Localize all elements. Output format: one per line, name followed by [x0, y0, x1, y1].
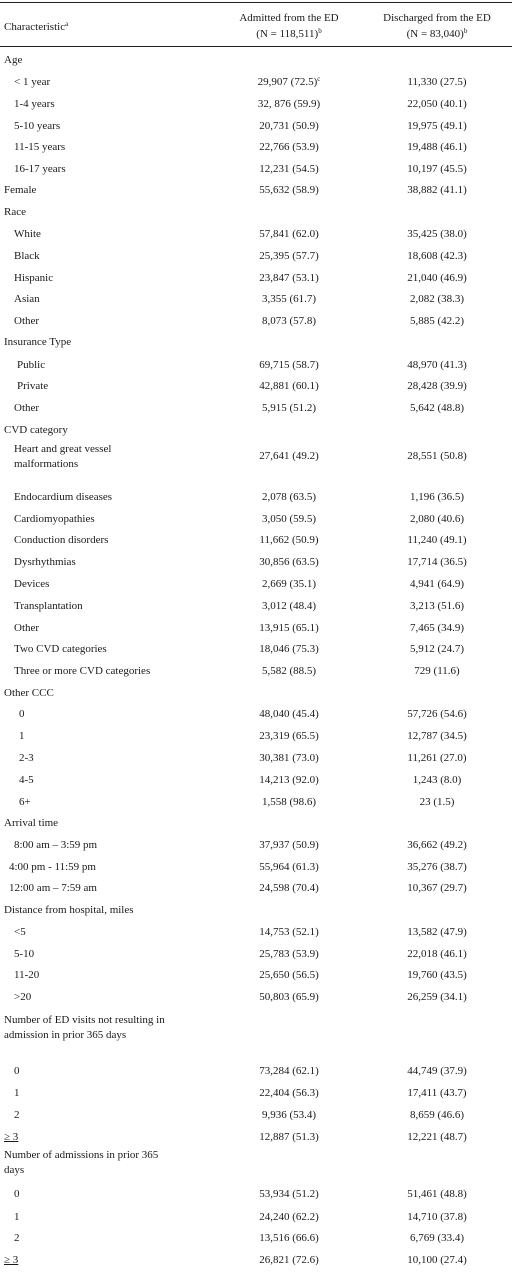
- admitted-value: [214, 401, 364, 416]
- discharged-value: 22,050 (40.1): [407, 98, 467, 110]
- admitted-value: [214, 1064, 364, 1079]
- discharged-value: 13,582 (47.9): [407, 926, 467, 938]
- header-admitted-n-text: (N = 118,511): [256, 28, 319, 40]
- admitted-value: [214, 1210, 364, 1225]
- admitted-value: [214, 314, 364, 329]
- admitted-value-text: 1,558 (98.6): [261, 796, 317, 808]
- admitted-value: [214, 75, 364, 90]
- admitted-value: [214, 1253, 364, 1268]
- row-label: [17, 358, 45, 373]
- admitted-value-text: 29,907 (72.5): [257, 76, 318, 88]
- row-label-text: Three or more CVD categories: [14, 665, 151, 677]
- row-label: [4, 335, 71, 350]
- row-label: [14, 599, 83, 614]
- row-label-text: Distance from hospital, miles: [4, 904, 134, 916]
- admitted-value-text: 23,319 (65.5): [259, 730, 319, 742]
- discharged-value: 19,975 (49.1): [407, 120, 467, 132]
- row-label-text: 11-20: [14, 969, 40, 981]
- admitted-value: [214, 271, 364, 286]
- row-label-text-line2: admission in prior 365 days: [4, 1029, 127, 1041]
- row-label-text: 0: [14, 1065, 20, 1077]
- admitted-value-text: 11,662 (50.9): [259, 534, 319, 546]
- discharged-value: 35,425 (38.0): [407, 228, 467, 240]
- admitted-value-text: 42,881 (60.1): [259, 380, 319, 392]
- admitted-value-text: 9,936 (53.4): [261, 1109, 317, 1121]
- admitted-value: [214, 1086, 364, 1101]
- admitted-value: [214, 642, 364, 657]
- discharged-value: 10,197 (45.5): [407, 163, 467, 175]
- admitted-value: [214, 751, 364, 766]
- discharged-value: 26,259 (34.1): [407, 991, 467, 1003]
- admitted-value: [214, 664, 364, 679]
- row-label: [14, 947, 34, 962]
- row-label: [14, 1086, 20, 1101]
- row-label-text: 2: [14, 1109, 20, 1121]
- admitted-value-text: 30,381 (73.0): [259, 752, 319, 764]
- row-label: [14, 555, 76, 570]
- row-label-text: ≥ 3: [4, 1131, 19, 1143]
- admitted-value: [214, 707, 364, 722]
- row-label: [14, 664, 150, 679]
- admitted-value-text: 57,841 (62.0): [259, 228, 319, 240]
- admitted-value-text: 55,964 (61.3): [259, 861, 319, 873]
- row-label-text: Arrival time: [4, 817, 59, 829]
- admitted-value-text: 23,847 (53.1): [259, 272, 319, 284]
- admitted-value: [214, 358, 364, 373]
- discharged-value: 8,659 (46.6): [409, 1109, 465, 1121]
- admitted-value-text: 2,078 (63.5): [261, 491, 317, 503]
- admitted-value-text: 22,404 (56.3): [259, 1087, 319, 1099]
- admitted-value: [214, 577, 364, 592]
- admitted-value: [214, 140, 364, 155]
- discharged-value: 3,213 (51.6): [409, 600, 465, 612]
- row-label: [14, 97, 55, 112]
- discharged-value: 12,787 (34.5): [407, 730, 467, 742]
- row-label: [14, 140, 65, 155]
- row-label-text: Devices: [14, 578, 50, 590]
- discharged-value: 10,367 (29.7): [407, 882, 467, 894]
- row-label-text: Asian: [14, 293, 40, 305]
- row-label-text: 16-17 years: [14, 163, 66, 175]
- row-label: [4, 183, 36, 198]
- row-label: [14, 1187, 20, 1202]
- admitted-value: [214, 881, 364, 896]
- row-label: [14, 162, 66, 177]
- row-label: [14, 642, 107, 657]
- row-label: [14, 490, 112, 505]
- admitted-value-text: 25,783 (53.9): [259, 948, 319, 960]
- row-label: [14, 621, 39, 636]
- row-label-text: Dysrhythmias: [14, 556, 76, 568]
- row-label: [4, 903, 134, 918]
- row-label: [4, 423, 68, 438]
- header-discharged-title: Discharged from the ED: [383, 12, 491, 24]
- row-label-text: CVD category: [4, 424, 68, 436]
- row-label-text: 11-15 years: [14, 141, 66, 153]
- discharged-value: 21,040 (46.9): [407, 272, 467, 284]
- row-label-text: Black: [14, 250, 40, 262]
- row-label: [14, 1108, 20, 1123]
- admitted-value: [214, 599, 364, 614]
- row-label: [14, 1210, 20, 1225]
- admitted-value: [214, 97, 364, 112]
- row-label-text: Private: [17, 380, 49, 392]
- row-label-text: Number of admissions in prior 365: [4, 1149, 159, 1161]
- header-admitted: [214, 10, 364, 42]
- admitted-value: [214, 990, 364, 1005]
- admitted-value-text: 20,731 (50.9): [259, 120, 319, 132]
- discharged-value: 5,885 (42.2): [409, 315, 465, 327]
- row-label: [14, 401, 39, 416]
- admitted-value: [214, 379, 364, 394]
- admitted-value: [214, 533, 364, 548]
- discharged-value: 6,769 (33.4): [409, 1232, 465, 1244]
- discharged-value: 17,714 (36.5): [407, 556, 467, 568]
- discharged-value: 57,726 (54.6): [407, 708, 467, 720]
- row-label: [14, 838, 97, 853]
- discharged-value: 18,608 (42.3): [407, 250, 467, 262]
- admitted-value-text: 3,012 (48.4): [261, 600, 317, 612]
- row-label: [14, 314, 39, 329]
- row-label-text: Endocardium diseases: [14, 491, 113, 503]
- row-label-text-line2: malformations: [14, 458, 79, 470]
- admitted-value-text: 25,650 (56.5): [259, 969, 319, 981]
- admitted-value: [214, 1231, 364, 1246]
- admitted-value: [214, 227, 364, 242]
- admitted-value: [214, 773, 364, 788]
- discharged-value: 17,411 (43.7): [407, 1087, 467, 1099]
- admitted-value-text: 13,516 (66.6): [259, 1232, 319, 1244]
- admitted-value: [214, 555, 364, 570]
- row-label-text: Age: [4, 54, 23, 66]
- discharged-value: 44,749 (37.9): [407, 1065, 467, 1077]
- row-label-text: ≥ 3: [4, 1254, 19, 1266]
- admitted-value: [214, 860, 364, 875]
- discharged-value: 5,642 (48.8): [409, 402, 465, 414]
- header-discharged: [362, 10, 512, 42]
- admitted-value-text: 24,598 (70.4): [259, 882, 319, 894]
- admitted-value: [214, 183, 364, 198]
- row-label-text: Cardiomyopathies: [14, 513, 95, 525]
- row-label: [19, 751, 34, 766]
- row-label-text: 1-4 years: [14, 98, 55, 110]
- row-label-text: 6+: [19, 796, 31, 808]
- row-label-text: White: [14, 228, 41, 240]
- admitted-value: [214, 292, 364, 307]
- discharged-value: 38,882 (41.1): [407, 184, 467, 196]
- admitted-value-text: 18,046 (75.3): [259, 643, 319, 655]
- row-label-text: 2: [14, 1232, 20, 1244]
- discharged-value: 4,941 (64.9): [409, 578, 465, 590]
- row-label: [4, 1148, 158, 1178]
- header-admitted-title: Admitted from the ED: [239, 12, 339, 24]
- admitted-value-text: 14,213 (92.0): [259, 774, 319, 786]
- admitted-value-text: 13,915 (65.1): [259, 622, 319, 634]
- row-label-text: Heart and great vessel: [14, 443, 112, 455]
- row-label: [4, 53, 22, 68]
- row-label: [14, 990, 31, 1005]
- row-label: [4, 205, 26, 220]
- row-label-text: Public: [17, 359, 46, 371]
- discharged-value: 1,196 (36.5): [409, 491, 465, 503]
- admitted-value-text: 5,915 (51.2): [261, 402, 317, 414]
- row-label-text: Female: [4, 184, 37, 196]
- row-label: [9, 881, 97, 896]
- admitted-value-text: 27,641 (49.2): [259, 450, 319, 462]
- discharged-value: 19,760 (43.5): [407, 969, 467, 981]
- header-characteristic-text: Characteristic: [4, 21, 66, 33]
- discharged-value: 5,912 (24.7): [409, 643, 465, 655]
- row-label-text: Conduction disorders: [14, 534, 109, 546]
- admitted-value-text: 3,355 (61.7): [261, 293, 317, 305]
- admitted-value: [214, 449, 364, 464]
- discharged-value: 7,465 (34.9): [409, 622, 465, 634]
- row-label: [14, 533, 108, 548]
- admitted-value: [214, 162, 364, 177]
- row-label-text: 0: [19, 708, 25, 720]
- header-discharged-n-text: (N = 83,040): [406, 28, 464, 40]
- discharged-value: 28,428 (39.9): [407, 380, 467, 392]
- row-label: [14, 968, 39, 983]
- header-characteristic: [4, 19, 68, 35]
- table-top-rule: [0, 2, 512, 3]
- row-label: [14, 227, 41, 242]
- admitted-value-text: 25,395 (57.7): [259, 250, 319, 262]
- row-label: [4, 1013, 165, 1043]
- row-label: [14, 925, 26, 940]
- row-label-text: 5-10: [14, 948, 35, 960]
- admitted-value: [214, 512, 364, 527]
- row-label: [4, 686, 54, 701]
- row-label-text: >20: [14, 991, 32, 1003]
- row-label: [19, 707, 25, 722]
- discharged-value: 11,330 (27.5): [407, 76, 467, 88]
- row-label-text: Number of ED visits not resulting in: [4, 1014, 165, 1026]
- row-label: [4, 816, 58, 831]
- admitted-value-text: 48,040 (45.4): [259, 708, 319, 720]
- admitted-value-text: 12,887 (51.3): [259, 1131, 319, 1143]
- discharged-value: 51,461 (48.8): [407, 1188, 467, 1200]
- row-label: [4, 1130, 18, 1145]
- admitted-value: [214, 1187, 364, 1202]
- row-label: [14, 1231, 20, 1246]
- row-label: [17, 379, 48, 394]
- admitted-value: [214, 249, 364, 264]
- admitted-value-text: 53,934 (51.2): [259, 1188, 319, 1200]
- header-admitted-footnote: b: [318, 27, 322, 35]
- row-label-text: Insurance Type: [4, 336, 72, 348]
- header-discharged-n: [362, 26, 512, 42]
- admitted-footnote: c: [317, 75, 321, 83]
- admitted-value: [214, 119, 364, 134]
- row-label: [14, 292, 40, 307]
- discharged-value: 35,276 (38.7): [407, 861, 467, 873]
- discharged-value: 19,488 (46.1): [407, 141, 467, 153]
- admitted-value-text: 32, 876 (59.9): [257, 98, 321, 110]
- admitted-value: [214, 729, 364, 744]
- header-admitted-n: [214, 26, 364, 42]
- row-label-text: Other: [14, 622, 40, 634]
- admitted-value-text: 5,582 (88.5): [261, 665, 317, 677]
- admitted-value-text: 3,050 (59.5): [261, 513, 317, 525]
- discharged-value: 1,243 (8.0): [412, 774, 462, 786]
- row-label: [14, 1064, 20, 1079]
- row-label-text: 0: [14, 1188, 20, 1200]
- admitted-value: [214, 947, 364, 962]
- row-label: [14, 249, 40, 264]
- row-label-text: Two CVD categories: [14, 643, 107, 655]
- discharged-value: 2,080 (40.6): [409, 513, 465, 525]
- admitted-value-text: 55,632 (58.9): [259, 184, 319, 196]
- discharged-value: 11,240 (49.1): [407, 534, 467, 546]
- admitted-value: [214, 1108, 364, 1123]
- row-label-text: Other CCC: [4, 687, 54, 699]
- row-label: [14, 271, 53, 286]
- row-label-text-line2: days: [4, 1164, 25, 1176]
- admitted-value-text: 26,821 (72.6): [259, 1254, 319, 1266]
- admitted-value: [214, 1130, 364, 1145]
- row-label: [19, 795, 31, 810]
- admitted-value-text: 73,284 (62.1): [259, 1065, 319, 1077]
- discharged-value: 23 (1.5): [419, 796, 455, 808]
- discharged-value: 729 (11.6): [414, 665, 460, 677]
- row-label-text: Transplantation: [14, 600, 83, 612]
- admitted-value-text: 50,803 (65.9): [259, 991, 319, 1003]
- row-label-text: Hispanic: [14, 272, 54, 284]
- row-label: [4, 1253, 18, 1268]
- discharged-value: 12,221 (48.7): [407, 1131, 467, 1143]
- row-label: [14, 442, 111, 472]
- admitted-value-text: 2,669 (35.1): [261, 578, 317, 590]
- row-label-text: 8:00 am – 3:59 pm: [14, 839, 98, 851]
- row-label-text: 1: [19, 730, 25, 742]
- row-label: [14, 75, 50, 90]
- row-label-text: 4:00 pm - 11:59 pm: [9, 861, 96, 873]
- row-label-text: 5-10 years: [14, 120, 61, 132]
- discharged-value: 36,662 (49.2): [407, 839, 467, 851]
- row-label-text: 1: [14, 1087, 20, 1099]
- row-label-text: <5: [14, 926, 26, 938]
- row-label-text: 2-3: [19, 752, 34, 764]
- admitted-value: [214, 795, 364, 810]
- row-label: [14, 119, 60, 134]
- row-label: [19, 773, 34, 788]
- admitted-value: [214, 838, 364, 853]
- row-label-text: Race: [4, 206, 26, 218]
- discharged-value: 22,018 (46.1): [407, 948, 467, 960]
- row-label: [14, 577, 49, 592]
- admitted-value-text: 12,231 (54.5): [259, 163, 319, 175]
- admitted-value: [214, 490, 364, 505]
- row-label: [9, 860, 96, 875]
- header-bottom-rule: [0, 46, 512, 47]
- discharged-value: 10,100 (27.4): [407, 1254, 467, 1266]
- admitted-value: [214, 621, 364, 636]
- discharged-value: 14,710 (37.8): [407, 1211, 467, 1223]
- admitted-value-text: 8,073 (57.8): [261, 315, 317, 327]
- header-characteristic-footnote: a: [65, 20, 69, 28]
- admitted-value-text: 30,856 (63.5): [259, 556, 319, 568]
- row-label: [19, 729, 25, 744]
- header-discharged-footnote: b: [463, 27, 468, 35]
- admitted-value-text: 22,766 (53.9): [259, 141, 319, 153]
- row-label-text: Other: [14, 315, 40, 327]
- row-label-text: Other: [14, 402, 40, 414]
- admitted-value-text: 14,753 (52.1): [259, 926, 319, 938]
- admitted-value: [214, 968, 364, 983]
- discharged-value: 11,261 (27.0): [407, 752, 467, 764]
- discharged-value: 48,970 (41.3): [407, 359, 467, 371]
- row-label-text: < 1 year: [14, 76, 51, 88]
- admitted-value-text: 69,715 (58.7): [259, 359, 319, 371]
- admitted-value: [214, 925, 364, 940]
- row-label-text: 1: [14, 1211, 20, 1223]
- row-label-text: 4-5: [19, 774, 34, 786]
- admitted-value-text: 37,937 (50.9): [259, 839, 319, 851]
- admitted-value-text: 24,240 (62.2): [259, 1211, 319, 1223]
- row-label: [14, 512, 95, 527]
- row-label-text: 12:00 am – 7:59 am: [9, 882, 97, 894]
- discharged-value: 2,082 (38.3): [409, 293, 465, 305]
- discharged-value: 28,551 (50.8): [407, 450, 467, 462]
